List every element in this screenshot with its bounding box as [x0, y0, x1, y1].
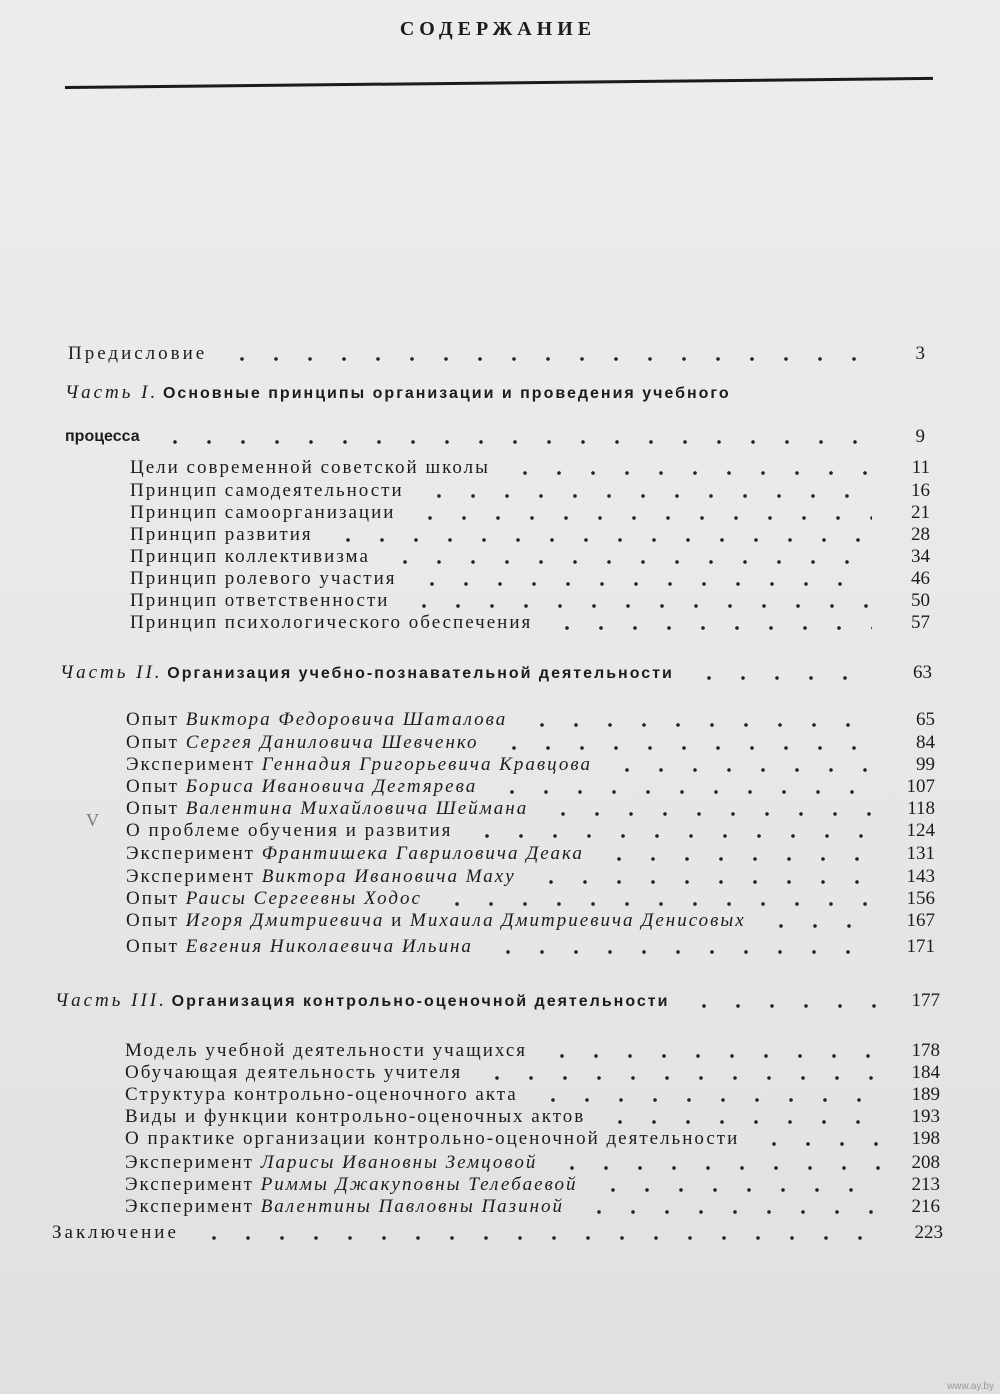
entry-person: Игоря Дмитриевича [185, 910, 385, 931]
toc-entry-page: 198 [911, 1128, 940, 1149]
toc-entry [126, 843, 935, 865]
toc-entry-page: 63 [913, 662, 932, 683]
toc-entry [126, 709, 935, 731]
toc-entry [126, 754, 935, 776]
toc-entry-title: Обучающая деятельность учителя [125, 1062, 463, 1083]
toc-entry [126, 936, 935, 958]
toc-entry-page: 124 [906, 820, 935, 841]
toc-entry-part-3 [55, 990, 940, 1012]
toc-entry [125, 1196, 940, 1218]
part-label: Часть III. [55, 990, 167, 1011]
toc-leader-dots [497, 746, 877, 750]
toc-entry-title: Принцип самоорганизации [130, 502, 396, 523]
entry-prefix: Опыт [126, 732, 179, 753]
entry-person: Риммы Джакуповны Телебаевой [260, 1174, 578, 1195]
entry-person: Евгения Николаевича Ильина [185, 936, 473, 957]
toc-leader-dots [610, 768, 877, 772]
entry-prefix: Опыт [126, 910, 179, 931]
page-title: СОДЕРЖАНИЕ [399, 18, 597, 40]
toc-entry [130, 457, 930, 479]
entry-person: Виктора Ивановича Маху [261, 866, 516, 887]
entry-person: Франтишека Гавриловича Деака [261, 843, 584, 864]
toc-entry-title: Принцип развития [130, 524, 313, 545]
toc-entry-title: Заключение [52, 1222, 179, 1243]
entry-prefix: Опыт [126, 888, 179, 909]
toc-entry-title: Организация контрольно-оценочной деятельности [171, 993, 670, 1010]
toc-entry-title: О проблеме обучения и развития [126, 820, 453, 841]
toc-entry [126, 866, 935, 888]
toc-entry-page: 118 [907, 798, 935, 819]
entry-prefix: Эксперимент [125, 1196, 254, 1217]
toc-entry-page: 11 [911, 457, 930, 478]
toc-entry-page: 9 [915, 426, 925, 447]
toc-entry [130, 502, 930, 524]
toc-entry-page: 167 [906, 910, 935, 931]
toc-leader-dots [546, 812, 877, 816]
toc-leader-dots [596, 1188, 882, 1192]
toc-entry-page: 65 [916, 709, 935, 730]
entry-prefix: Эксперимент [126, 754, 255, 775]
toc-entry [125, 1084, 940, 1106]
toc-entry [130, 524, 930, 546]
toc-entry-page: 216 [911, 1196, 940, 1217]
toc-entry-page: 177 [911, 990, 940, 1011]
toc-leader-dots [525, 723, 877, 727]
entry-prefix: Опыт [126, 936, 179, 957]
toc-entry-title: Принцип ответственности [130, 590, 390, 611]
margin-pencil-mark: V [86, 810, 99, 830]
entry-prefix: Эксперимент [126, 843, 255, 864]
toc-entry [125, 1152, 940, 1174]
entry-person: Валентины Павловны Пазиной [260, 1196, 565, 1217]
toc-entry-title: Структура контрольно-оценочного акта [125, 1084, 518, 1105]
toc-entry [125, 1128, 940, 1150]
toc-leader-dots [764, 924, 877, 928]
toc-entry-page: 156 [906, 888, 935, 909]
entry-person: Раисы Сергеевны Ходос [185, 888, 422, 909]
toc-leader-dots [582, 1210, 882, 1214]
entry-person-2: Михаила Дмитриевича Денисовых [410, 910, 746, 931]
part-label: Часть II. [60, 662, 163, 683]
toc-entry [125, 1062, 940, 1084]
toc-entry [130, 480, 930, 502]
toc-entry-title: Организация учебно-познавательной деятельности [167, 665, 674, 682]
entry-prefix: Опыт [126, 798, 179, 819]
toc-entry-page: 189 [911, 1084, 940, 1105]
toc-leader-dots [470, 834, 877, 838]
entry-prefix: Опыт [126, 709, 179, 730]
toc-leader-dots [491, 950, 877, 954]
toc-entry-title: Виды и функции контрольно-оценочных актов [125, 1106, 586, 1127]
toc-entry-title: О практике организации контрольно-оценочной деятельности [125, 1128, 740, 1149]
entry-person: Сергея Даниловича Шевченко [185, 732, 479, 753]
toc-entry [130, 546, 930, 568]
toc-leader-dots [158, 440, 867, 444]
toc-entry-title: Основные принципы организации и проведения учебного [162, 385, 731, 402]
toc-entry-page: 46 [911, 568, 930, 589]
watermark: www.ay.by [946, 1381, 994, 1392]
toc-leader-dots [692, 676, 874, 680]
toc-entry [126, 732, 935, 754]
toc-entry-page: 34 [911, 546, 930, 567]
toc-entry-part-2 [60, 662, 932, 684]
entry-person: Бориса Ивановича Дегтярева [185, 776, 478, 797]
toc-entry-page: 213 [911, 1174, 940, 1195]
toc-entry-page: 208 [911, 1152, 940, 1173]
toc-entry-page: 99 [916, 754, 935, 775]
toc-leader-dots [602, 857, 877, 861]
toc-entry [126, 910, 935, 932]
entry-prefix: Эксперимент [125, 1152, 254, 1173]
toc-entry [125, 1040, 940, 1062]
entry-person: Валентина Михайловича Шеймана [185, 798, 529, 819]
toc-entry-page: 171 [906, 936, 935, 957]
toc-entry-page: 131 [906, 843, 935, 864]
toc-entry-preface [68, 343, 925, 365]
toc-leader-dots [197, 1236, 885, 1240]
toc-entry-title: Цели современной советской школы [130, 457, 490, 478]
toc-entry-title: Предисловие [68, 343, 208, 364]
entry-prefix: Эксперимент [126, 866, 255, 887]
entry-prefix: Опыт [126, 776, 179, 797]
toc-entry-page: 184 [911, 1062, 940, 1083]
toc-leader-dots [413, 516, 872, 520]
toc-entry-title: Принцип психологического обеспечения [130, 612, 533, 633]
toc-entry-page: 84 [916, 732, 935, 753]
toc-entry-page: 3 [915, 343, 925, 364]
toc-entry-title: Принцип ролевого участия [130, 568, 397, 589]
entry-conjunction: и [391, 910, 404, 931]
toc-entry-page: 107 [906, 776, 935, 797]
toc-leader-dots [508, 471, 872, 475]
toc-entry-page: 57 [911, 612, 930, 633]
toc-entry-page: 193 [911, 1106, 940, 1127]
entry-person: Виктора Федоровича Шаталова [185, 709, 508, 730]
toc-leader-dots [603, 1120, 882, 1124]
toc-entry-title: Принцип самодеятельности [130, 480, 404, 501]
toc-leader-dots [534, 880, 877, 884]
toc-leader-dots [545, 1054, 882, 1058]
toc-entry-page: 50 [911, 590, 930, 611]
toc-entry-page: 223 [914, 1222, 943, 1243]
toc-leader-dots [415, 582, 872, 586]
toc-leader-dots [550, 626, 872, 630]
toc-entry-title-cont: процесса [65, 428, 140, 445]
toc-entry-page: 21 [911, 502, 930, 523]
toc-leader-dots [687, 1004, 882, 1008]
toc-leader-dots [407, 604, 872, 608]
toc-entry [130, 612, 930, 634]
toc-entry [126, 820, 935, 842]
toc-leader-dots [536, 1098, 882, 1102]
toc-entry [125, 1174, 940, 1196]
toc-entry-title: Модель учебной деятельности учащихся [125, 1040, 528, 1061]
toc-leader-dots [555, 1166, 882, 1170]
toc-entry [125, 1106, 940, 1128]
entry-person: Ларисы Ивановны Земцовой [260, 1152, 538, 1173]
toc-entry-conclusion [52, 1222, 943, 1244]
toc-entry [126, 888, 935, 910]
toc-leader-dots [440, 902, 877, 906]
entry-prefix: Эксперимент [125, 1174, 254, 1195]
toc-entry [126, 798, 935, 820]
toc-entry-title: Принцип коллективизма [130, 546, 370, 567]
toc-leader-dots [495, 790, 877, 794]
toc-leader-dots [480, 1076, 882, 1080]
toc-entry [130, 590, 930, 612]
toc-entry-part-1-cont [65, 426, 925, 448]
toc-leader-dots [331, 538, 872, 542]
toc-entry [130, 568, 930, 590]
toc-entry-page: 178 [911, 1040, 940, 1061]
part-label: Часть I. [65, 382, 159, 403]
toc-leader-dots [388, 560, 872, 564]
toc-leader-dots [422, 494, 872, 498]
toc-entry-page: 16 [911, 480, 930, 501]
toc-entry-part-1 [65, 382, 925, 404]
toc-leader-dots [757, 1142, 882, 1146]
toc-entry [126, 776, 935, 798]
toc-entry-page: 143 [906, 866, 935, 887]
toc-entry-page: 28 [911, 524, 930, 545]
entry-person: Геннадия Григорьевича Кравцова [261, 754, 592, 775]
toc-leader-dots [225, 357, 867, 361]
